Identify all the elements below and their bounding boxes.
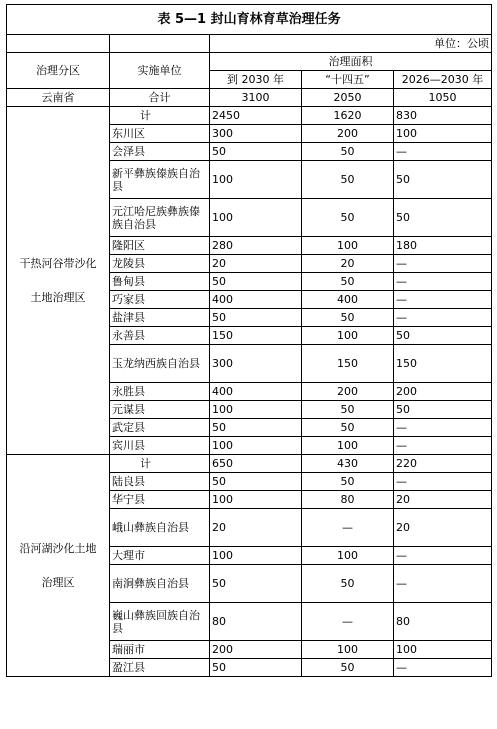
value-2030: 20: [210, 255, 302, 273]
value-2026-2030: 100: [394, 641, 492, 659]
value-2030: 300: [210, 125, 302, 143]
value-14th: 1620: [302, 107, 394, 125]
zone-name-cell: [7, 107, 110, 455]
value-2030: 50: [210, 473, 302, 491]
unit-cell: 峨山彝族自治县: [110, 509, 210, 547]
unit-label: 单位：公顷: [210, 35, 492, 53]
unit-cell: 隆阳区: [110, 237, 210, 255]
province-value-14th: 2050: [302, 89, 394, 107]
value-14th: 50: [302, 199, 394, 237]
header-col-2030: 到 2030 年: [210, 71, 302, 89]
value-14th: 100: [302, 547, 394, 565]
value-2030: 100: [210, 491, 302, 509]
value-2030: 50: [210, 309, 302, 327]
unit-cell: 鲁甸县: [110, 273, 210, 291]
value-14th: —: [302, 603, 394, 641]
unit-cell: 南涧彝族自治县: [110, 565, 210, 603]
value-14th: 50: [302, 143, 394, 161]
empty-cell: [7, 35, 110, 53]
province-label: 云南省: [7, 89, 110, 107]
value-2026-2030: 830: [394, 107, 492, 125]
unit-cell: 华宁县: [110, 491, 210, 509]
value-2026-2030: 200: [394, 383, 492, 401]
value-2030: 300: [210, 345, 302, 383]
value-14th: 50: [302, 565, 394, 603]
value-2026-2030: 180: [394, 237, 492, 255]
value-14th: 50: [302, 473, 394, 491]
value-14th: —: [302, 509, 394, 547]
table-title: 表 5—1 封山育林育草治理任务: [7, 5, 492, 35]
unit-cell: 盐津县: [110, 309, 210, 327]
value-14th: 430: [302, 455, 394, 473]
unit-cell: 武定县: [110, 419, 210, 437]
value-2026-2030: 100: [394, 125, 492, 143]
value-2030: 400: [210, 383, 302, 401]
unit-cell: 瑞丽市: [110, 641, 210, 659]
header-zone: 治理分区: [7, 53, 110, 89]
value-2030: 280: [210, 237, 302, 255]
table-row: [7, 455, 492, 473]
province-value-2030: 3100: [210, 89, 302, 107]
value-2026-2030: —: [394, 659, 492, 677]
unit-cell: 元江哈尼族彝族傣族自治县: [110, 199, 210, 237]
unit-cell: 永善县: [110, 327, 210, 345]
unit-cell: 陆良县: [110, 473, 210, 491]
value-2026-2030: —: [394, 309, 492, 327]
value-14th: 50: [302, 273, 394, 291]
header-unit: 实施单位: [110, 53, 210, 89]
value-2026-2030: 80: [394, 603, 492, 641]
unit-cell: 盈江县: [110, 659, 210, 677]
value-2026-2030: —: [394, 255, 492, 273]
header-col-2026-2030: 2026—2030 年: [394, 71, 492, 89]
value-2026-2030: —: [394, 143, 492, 161]
value-2026-2030: —: [394, 565, 492, 603]
unit-cell: 永胜县: [110, 383, 210, 401]
unit-cell: 计: [110, 455, 210, 473]
value-2030: 50: [210, 143, 302, 161]
value-2026-2030: 20: [394, 491, 492, 509]
value-2026-2030: 50: [394, 327, 492, 345]
value-2030: 400: [210, 291, 302, 309]
zone-name-line2: 土地治理区: [30, 290, 86, 304]
value-14th: 400: [302, 291, 394, 309]
value-14th: 20: [302, 255, 394, 273]
unit-cell: 龙陵县: [110, 255, 210, 273]
value-2030: 650: [210, 455, 302, 473]
unit-cell: 新平彝族傣族自治县: [110, 161, 210, 199]
zone-name-line2: 治理区: [41, 575, 75, 589]
unit-cell: 元谋县: [110, 401, 210, 419]
table-row: [7, 107, 492, 125]
value-2030: 200: [210, 641, 302, 659]
value-14th: 50: [302, 161, 394, 199]
unit-cell: 巧家县: [110, 291, 210, 309]
value-2026-2030: 150: [394, 345, 492, 383]
header-col-14th: “十四五”: [302, 71, 394, 89]
value-2030: 100: [210, 161, 302, 199]
value-2026-2030: —: [394, 473, 492, 491]
zone-name-line1: 干热河谷带沙化: [19, 256, 97, 270]
value-14th: 50: [302, 401, 394, 419]
value-2026-2030: —: [394, 547, 492, 565]
value-14th: 150: [302, 345, 394, 383]
value-2026-2030: 20: [394, 509, 492, 547]
value-2030: 150: [210, 327, 302, 345]
unit-cell: 大理市: [110, 547, 210, 565]
value-2026-2030: 50: [394, 401, 492, 419]
value-14th: 200: [302, 125, 394, 143]
value-2030: 50: [210, 659, 302, 677]
empty-cell: [110, 35, 210, 53]
governance-task-table: [6, 4, 492, 677]
zone-name-cell: [7, 455, 110, 677]
header-area: 治理面积: [210, 53, 492, 71]
unit-cell: 东川区: [110, 125, 210, 143]
value-2030: 50: [210, 565, 302, 603]
province-value-2026-2030: 1050: [394, 89, 492, 107]
value-14th: 50: [302, 419, 394, 437]
value-2030: 100: [210, 199, 302, 237]
value-2030: 80: [210, 603, 302, 641]
unit-cell: 巍山彝族回族自治县: [110, 603, 210, 641]
value-14th: 200: [302, 383, 394, 401]
value-2026-2030: —: [394, 437, 492, 455]
province-unit: 合计: [110, 89, 210, 107]
value-2030: 100: [210, 401, 302, 419]
unit-cell: 会泽县: [110, 143, 210, 161]
value-2030: 100: [210, 547, 302, 565]
value-2026-2030: —: [394, 419, 492, 437]
unit-cell: 玉龙纳西族自治县: [110, 345, 210, 383]
value-14th: 100: [302, 237, 394, 255]
value-2026-2030: —: [394, 273, 492, 291]
value-2026-2030: 50: [394, 161, 492, 199]
value-14th: 80: [302, 491, 394, 509]
value-14th: 100: [302, 641, 394, 659]
value-2030: 50: [210, 419, 302, 437]
value-14th: 50: [302, 659, 394, 677]
unit-cell: 宾川县: [110, 437, 210, 455]
value-2030: 20: [210, 509, 302, 547]
value-2026-2030: 220: [394, 455, 492, 473]
value-2030: 50: [210, 273, 302, 291]
value-2026-2030: 50: [394, 199, 492, 237]
value-14th: 50: [302, 309, 394, 327]
value-14th: 100: [302, 437, 394, 455]
unit-cell: 计: [110, 107, 210, 125]
zone-name-line1: 沿河湖沙化土地: [19, 541, 97, 555]
value-2030: 2450: [210, 107, 302, 125]
value-2026-2030: —: [394, 291, 492, 309]
value-2030: 100: [210, 437, 302, 455]
value-14th: 100: [302, 327, 394, 345]
